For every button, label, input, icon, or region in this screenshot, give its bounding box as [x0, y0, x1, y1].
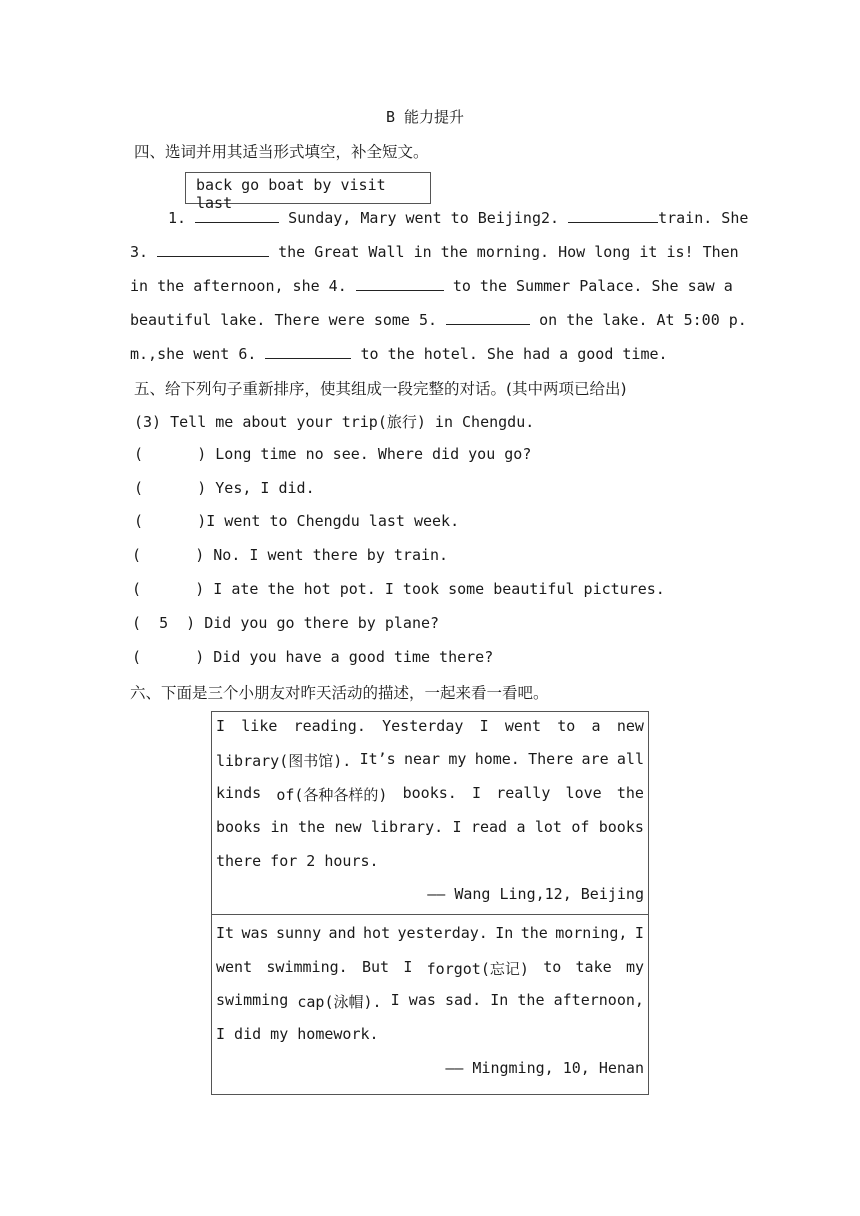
word-bank: [185, 172, 431, 212]
blank-6[interactable]: [265, 344, 351, 359]
description-box-2: [211, 914, 649, 1095]
passage-line-4: [130, 310, 747, 329]
order-item: [134, 512, 459, 530]
word: sad.: [445, 991, 482, 1009]
blank-4[interactable]: [356, 276, 444, 291]
question-6-heading: 六、下面是三个小朋友对昨天活动的描述，一起来看一看吧。: [130, 684, 549, 702]
answer-paren[interactable]: ( ): [132, 580, 205, 598]
word: the: [520, 924, 548, 942]
sentence-text: Yes, I did.: [215, 479, 315, 497]
answer-paren[interactable]: ( ): [132, 546, 205, 564]
word: of: [571, 818, 590, 836]
section-title: B 能力提升: [386, 108, 465, 126]
passage-line-5: [130, 344, 668, 363]
word: like: [241, 717, 278, 735]
passage-text: beautiful lake. There were some 5.: [130, 311, 438, 329]
word: take: [575, 958, 612, 976]
box-line: I did my homework.: [216, 1025, 379, 1043]
word: afternoon,: [553, 991, 644, 1009]
word: I: [390, 991, 400, 1009]
sentence-text: Did you have a good time there?: [213, 648, 494, 666]
box-line: [216, 818, 644, 836]
sentence-text: Did you go there by plane?: [204, 614, 440, 632]
passage-text: to the hotel. She had a good time.: [360, 345, 668, 363]
word: forgot(忘记): [426, 960, 529, 978]
sentence-text: I ate the hot pot. I took some beautiful pictures.: [213, 580, 665, 598]
passage-text: Sunday, Mary went to Beijing2.: [288, 209, 560, 227]
box-line: there for 2 hours.: [216, 852, 379, 870]
word: new: [616, 717, 644, 735]
word: the: [616, 784, 644, 802]
passage-text: the Great Wall in the morning. How long it is! Then: [278, 243, 739, 261]
word: Yesterday: [382, 717, 464, 735]
passage-line-3: [130, 276, 733, 295]
word: swimming.: [266, 958, 348, 976]
word: But: [361, 958, 390, 976]
passage-line-1: [168, 208, 748, 227]
box-line: [216, 750, 644, 771]
word: and: [328, 924, 356, 942]
order-item: [134, 445, 531, 463]
word: library.: [370, 818, 444, 836]
answer-paren[interactable]: ( ): [134, 479, 207, 497]
word: kinds: [216, 784, 262, 802]
passage-text: train. She: [658, 209, 749, 227]
word: reading.: [293, 717, 366, 735]
word: library(图书馆).: [216, 752, 352, 770]
question-5-heading: 五、给下列句子重新排序，使其组成一段完整的对话。(其中两项已给出): [134, 380, 627, 398]
word: home.: [474, 750, 520, 768]
word: swimming: [216, 991, 289, 1009]
passage-line-2: [130, 242, 739, 261]
word: I: [403, 958, 413, 976]
signature: —— Mingming, 10, Henan: [445, 1059, 644, 1077]
word: I: [634, 924, 644, 942]
order-item: [132, 546, 448, 564]
word: sunny: [275, 924, 322, 942]
word: books.: [402, 784, 457, 802]
word: in: [270, 818, 289, 836]
passage-text: m.,she went 6.: [130, 345, 257, 363]
word: a: [591, 717, 601, 735]
answer-paren[interactable]: ( 5 ): [132, 614, 196, 632]
word: my: [625, 958, 644, 976]
box-line: [216, 991, 644, 1012]
description-box-1: [211, 711, 649, 915]
passage-text: in the afternoon, she 4.: [130, 277, 347, 295]
word: of(各种各样的): [276, 786, 388, 804]
signature: —— Wang Ling,12, Beijing: [427, 885, 644, 903]
sentence-text: No. I went there by train.: [213, 546, 449, 564]
word: lot: [534, 818, 562, 836]
word: In: [490, 991, 509, 1009]
blank-1[interactable]: [195, 208, 279, 223]
answer-paren[interactable]: ( ): [132, 648, 205, 666]
answer-paren[interactable]: ( ): [134, 512, 207, 530]
word: went: [216, 958, 253, 976]
blank-number: 1.: [168, 209, 187, 227]
word: I: [216, 717, 226, 735]
word: my: [448, 750, 467, 768]
box-line: [216, 958, 644, 979]
word: There: [528, 750, 574, 768]
word: hot: [363, 924, 391, 942]
word: to: [557, 717, 576, 735]
order-item: [134, 479, 315, 497]
word: a: [516, 818, 526, 836]
word: love: [565, 784, 602, 802]
sentence-text: Long time no see. Where did you go?: [215, 445, 532, 463]
word: the: [517, 991, 545, 1009]
answer-paren[interactable]: ( ): [134, 445, 207, 463]
box-line: [216, 784, 644, 805]
passage-text: to the Summer Palace. She saw a: [452, 277, 733, 295]
word: books: [216, 818, 262, 836]
blank-3[interactable]: [157, 242, 269, 257]
word: are: [581, 750, 609, 768]
word: near: [403, 750, 441, 768]
word: went: [504, 717, 542, 735]
blank-5[interactable]: [446, 310, 530, 325]
given-sentence: (3) Tell me about your trip(旅行) in Chengdu.: [134, 413, 535, 431]
word: read: [470, 818, 508, 836]
box-line: [216, 717, 644, 735]
word: I: [479, 717, 489, 735]
passage-text: on the lake. At 5:00 p.: [539, 311, 747, 329]
blank-number: 3.: [130, 243, 149, 261]
box-line: [216, 924, 644, 942]
word: was: [408, 991, 436, 1009]
word: books: [598, 818, 644, 836]
word-bank-text: back go boat by visit last: [196, 176, 386, 212]
order-item: [132, 614, 439, 632]
word: In: [495, 924, 514, 942]
word: new: [334, 818, 362, 836]
word: It’s: [359, 750, 396, 768]
word: morning,: [555, 924, 628, 942]
word: was: [241, 924, 269, 942]
sentence-text: I went to Chengdu last week.: [206, 512, 460, 530]
word: the: [297, 818, 326, 836]
word: yesterday.: [397, 924, 488, 942]
blank-2[interactable]: [568, 208, 658, 223]
order-item: [132, 648, 493, 666]
word: really: [496, 784, 551, 802]
word: It: [216, 924, 235, 942]
word: cap(泳帽).: [297, 993, 382, 1011]
word: all: [616, 750, 644, 768]
order-item: [132, 580, 665, 598]
word: I: [471, 784, 482, 802]
word: I: [452, 818, 462, 836]
question-4-heading: 四、选词并用其适当形式填空，补全短文。: [134, 143, 429, 161]
word: to: [543, 958, 562, 976]
